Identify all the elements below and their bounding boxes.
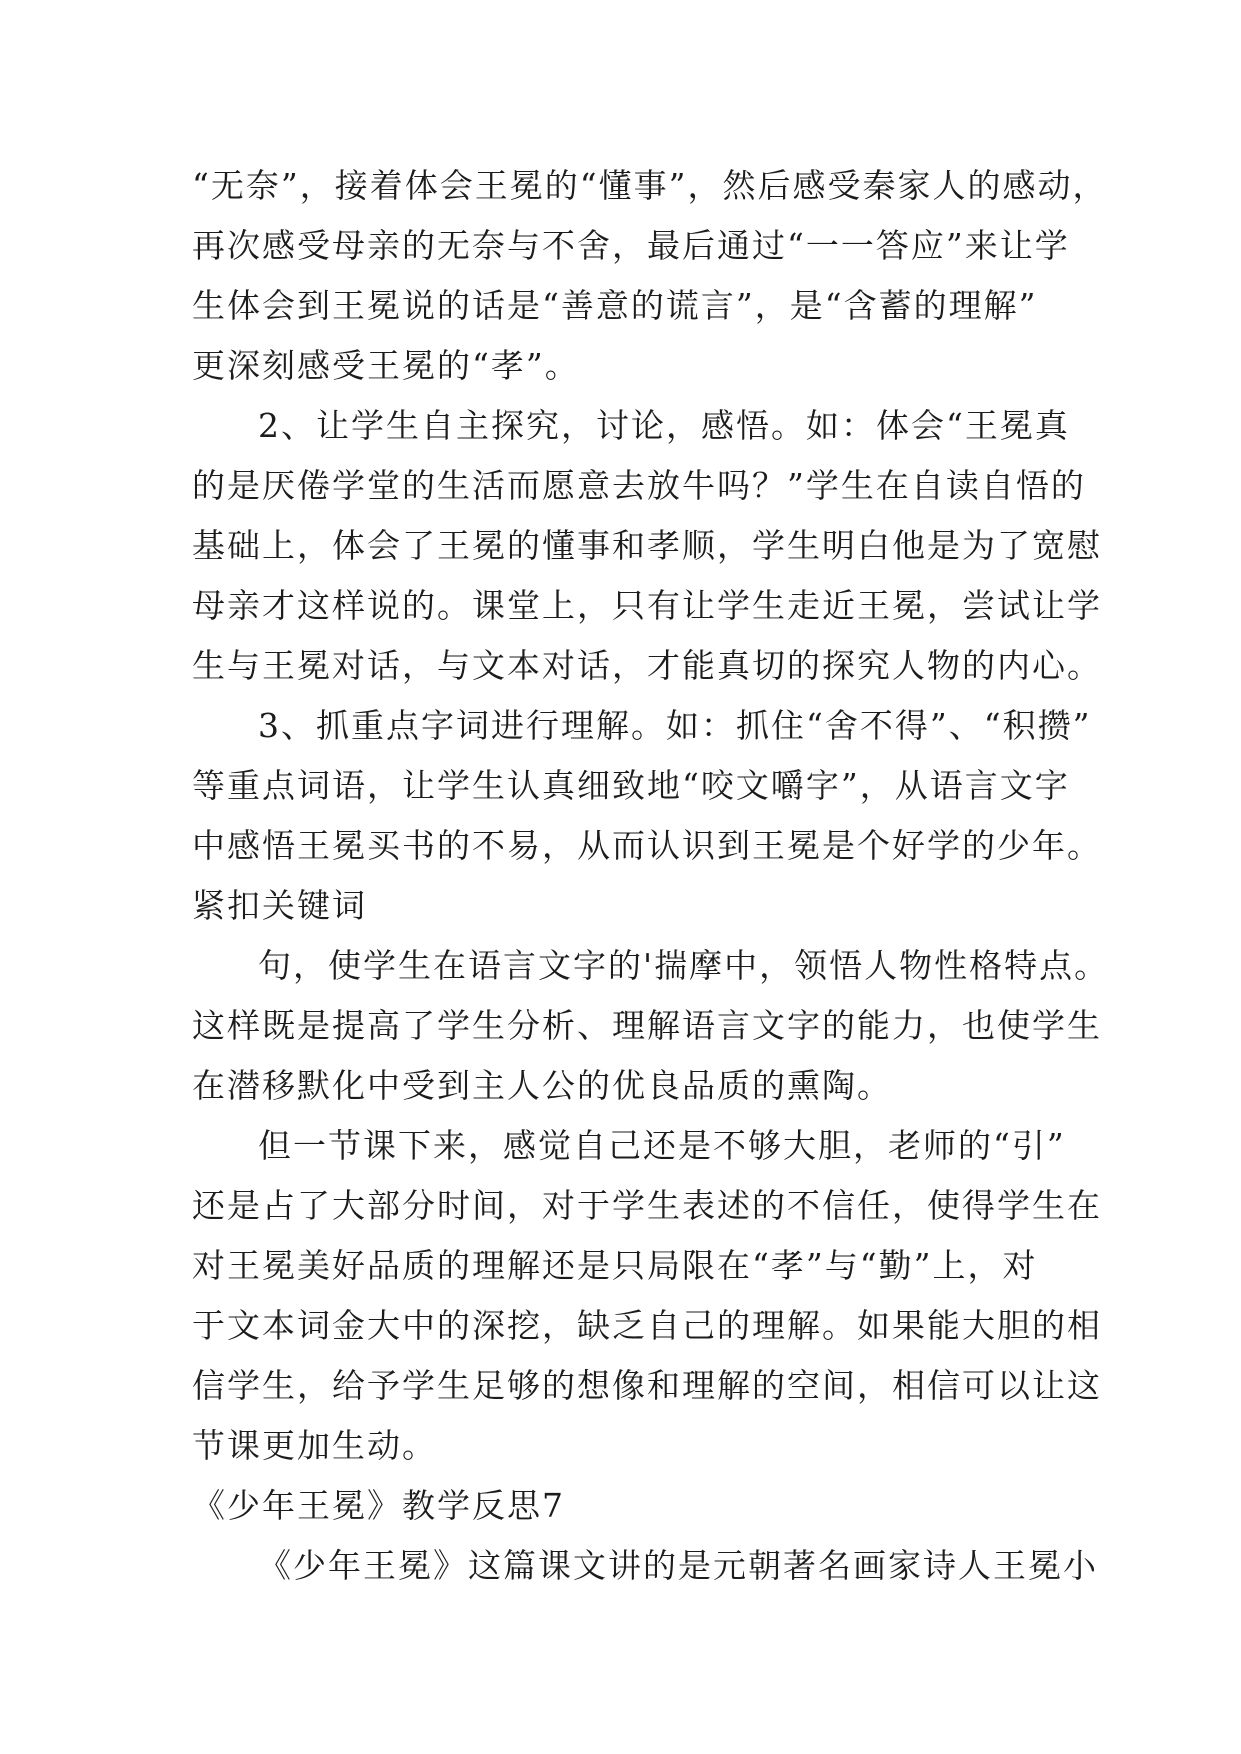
- text-line-17: 但一节课下来，感觉自己还是不够大胆，老师的“引”: [258, 1126, 1066, 1165]
- text-line-3: 生体会到王冕说的话是“善意的谎言”，是“含蓄的理解”: [192, 286, 1038, 325]
- text-line-14: 句，使学生在语言文字的'揣摩中，领悟人物性格特点。: [258, 946, 1110, 985]
- section-heading: 《少年王冕》教学反思7: [192, 1486, 565, 1525]
- text-line-8: 母亲才这样说的。课堂上，只有让学生走近王冕，尝试让学: [192, 586, 1102, 625]
- text-line-16: 在潜移默化中受到主人公的优良品质的熏陶。: [192, 1066, 892, 1105]
- text-line-12: 中感悟王冕买书的不易，从而认识到王冕是个好学的少年。: [192, 826, 1102, 865]
- text-line-20: 于文本词金大中的深挖，缺乏自己的理解。如果能大胆的相: [192, 1306, 1102, 1345]
- text-line-7: 基础上，体会了王冕的懂事和孝顺，学生明白他是为了宽慰: [192, 526, 1102, 565]
- text-line-15: 这样既是提高了学生分析、理解语言文字的能力，也使学生: [192, 1006, 1102, 1045]
- text-line-6: 的是厌倦学堂的生活而愿意去放牛吗？”学生在自读自悟的: [192, 466, 1086, 505]
- text-line-24: 《少年王冕》这篇课文讲的是元朝著名画家诗人王冕小: [258, 1546, 1098, 1585]
- text-line-4: 更深刻感受王冕的“孝”。: [192, 346, 580, 385]
- text-line-22: 节课更加生动。: [192, 1426, 437, 1465]
- document-body: [192, 156, 1110, 1596]
- text-line-21: 信学生，给予学生足够的想像和理解的空间，相信可以让这: [192, 1366, 1102, 1405]
- text-line-18: 还是占了大部分时间，对于学生表述的不信任，使得学生在: [192, 1186, 1102, 1225]
- text-line-10: 3、抓重点字词进行理解。如：抓住“舍不得”、“积攒”: [258, 706, 1092, 745]
- text-line-2: 再次感受母亲的无奈与不舍，最后通过“一一答应”来让学: [192, 226, 1070, 265]
- text-line-9: 生与王冕对话，与文本对话，才能真切的探究人物的内心。: [192, 646, 1102, 685]
- text-line-19: 对王冕美好品质的理解还是只局限在“孝”与“勤”上，对: [192, 1246, 1038, 1285]
- text-line-13: 紧扣关键词: [192, 886, 367, 925]
- text-line-5: 2、让学生自主探究，讨论，感悟。如：体会“王冕真: [258, 406, 1070, 445]
- text-line-1: “无奈”，接着体会王冕的“懂事”，然后感受秦家人的感动，: [192, 166, 1108, 205]
- text-line-11: 等重点词语，让学生认真细致地“咬文嚼字”，从语言文字: [192, 766, 1070, 805]
